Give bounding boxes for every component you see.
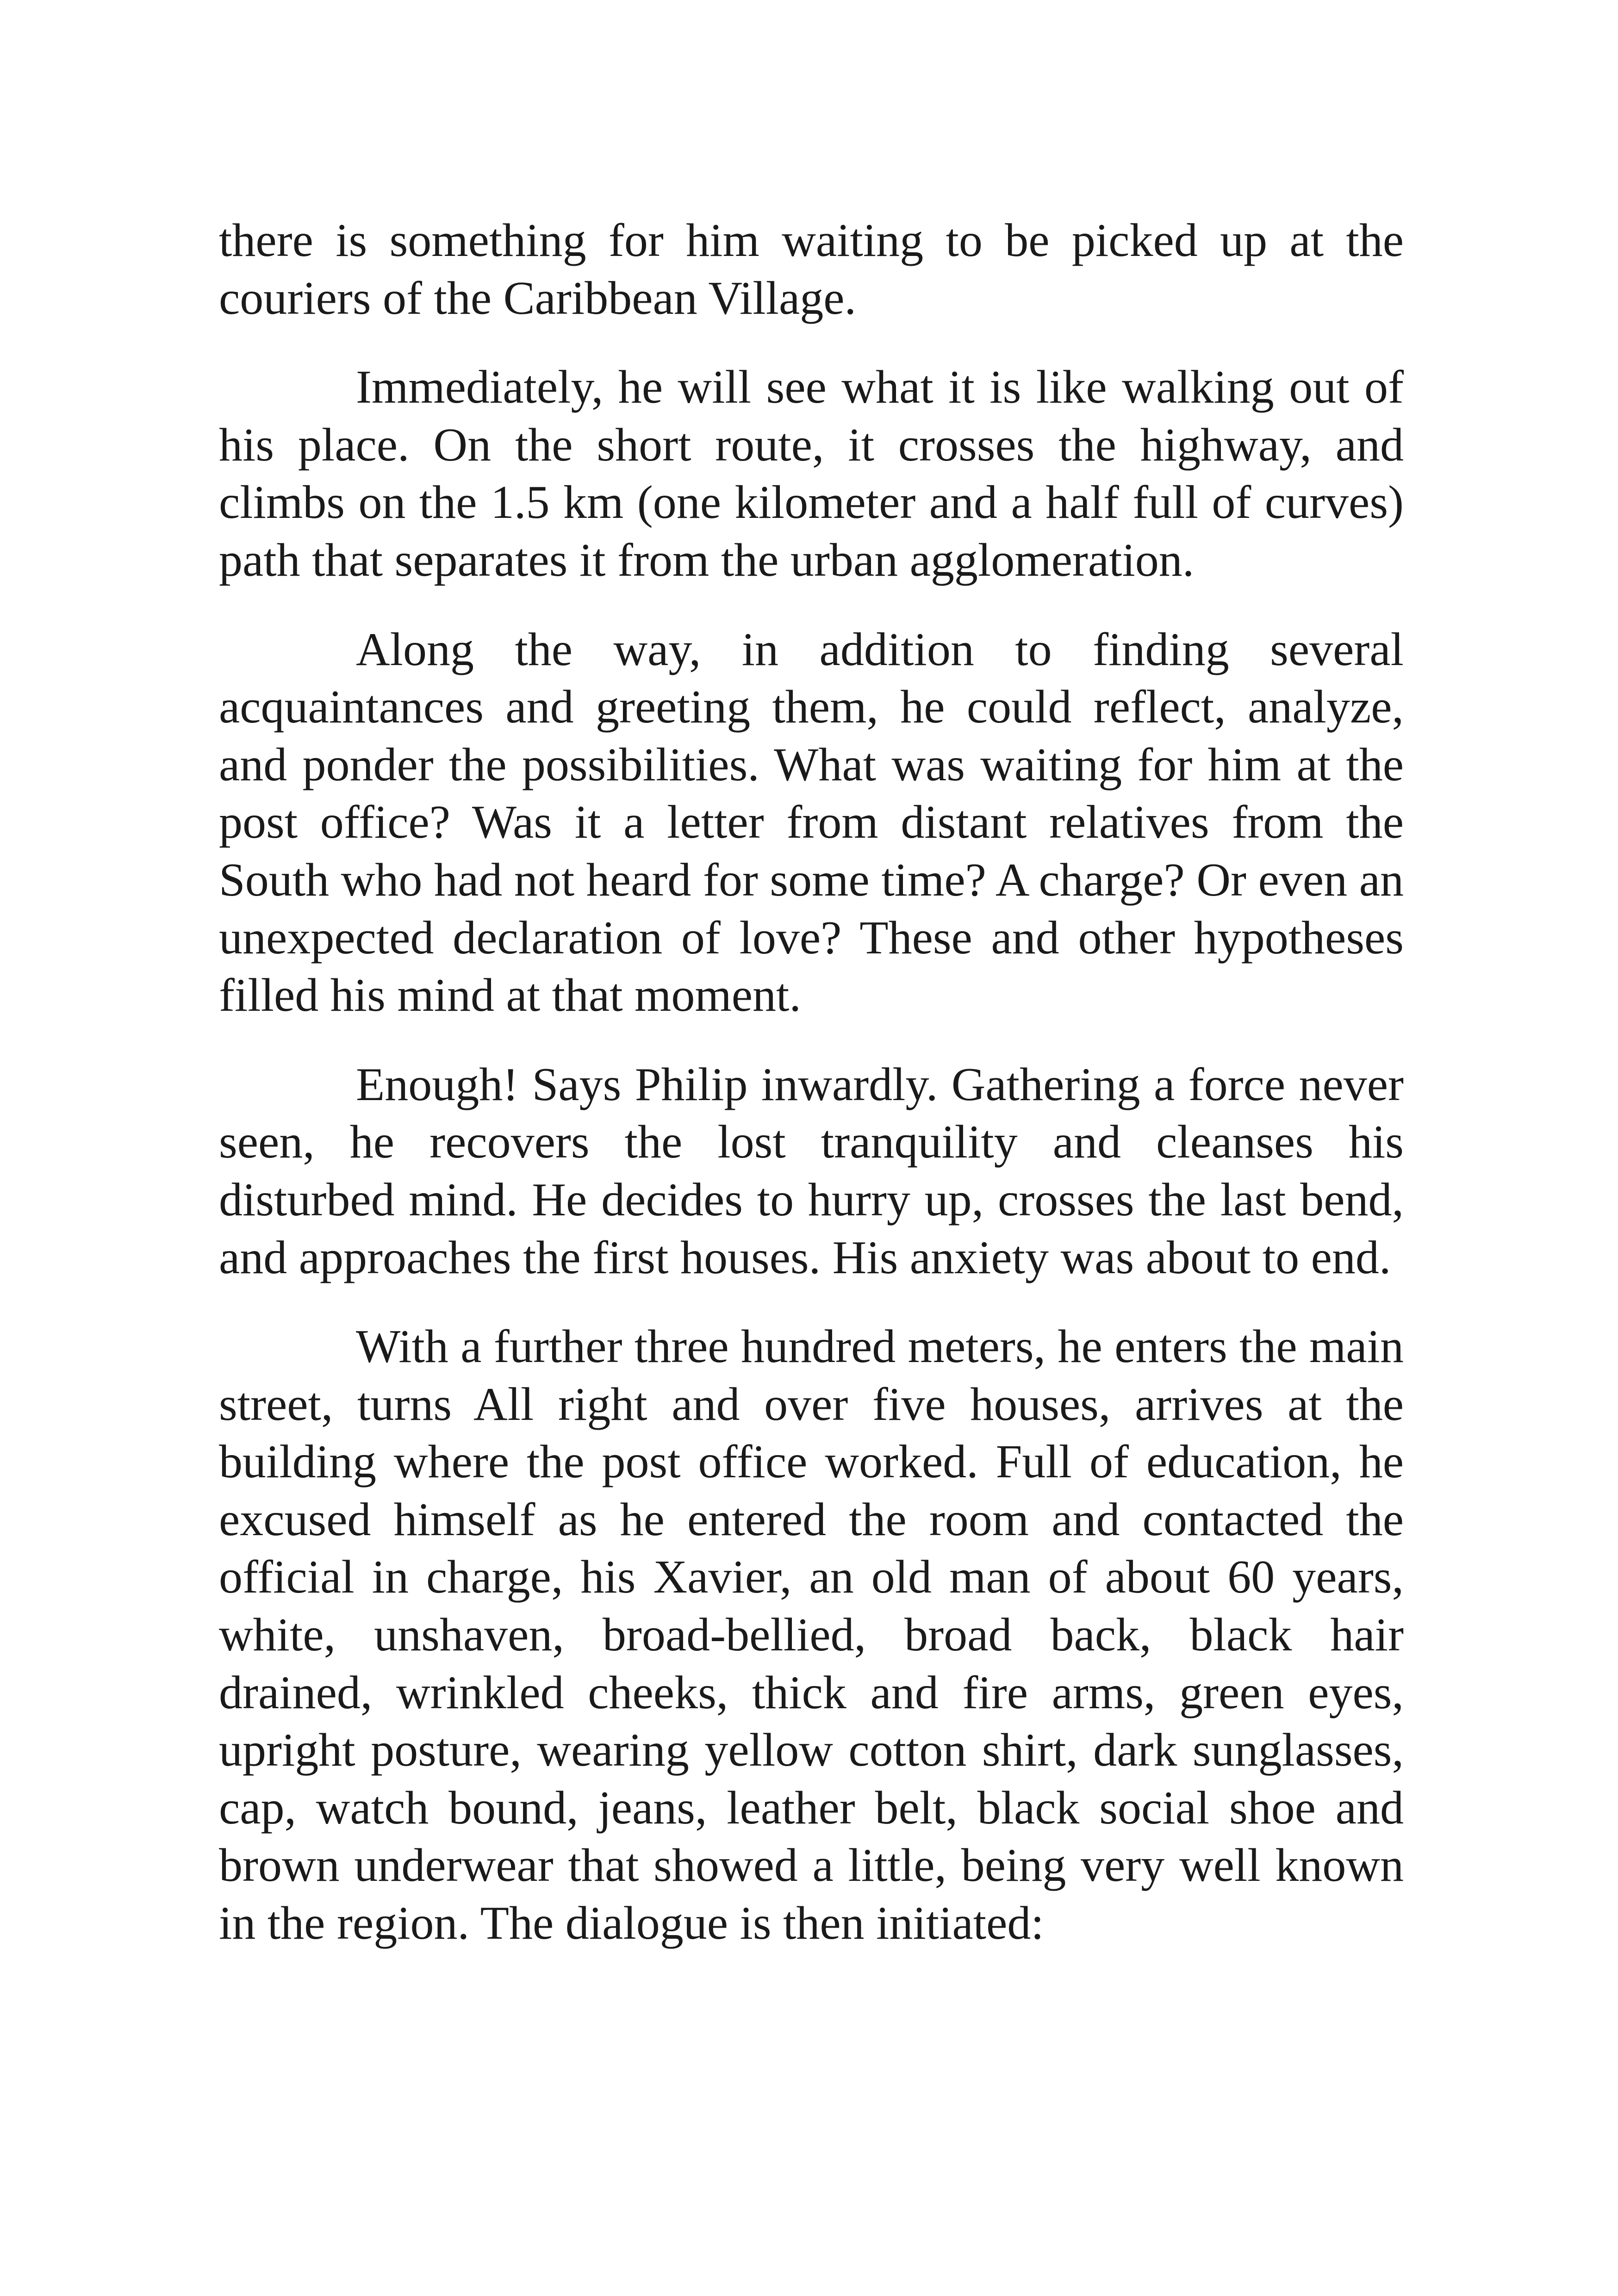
paragraph: With a further three hundred meters, he enters the main street, turns All right and over five houses, arrives at the building where the post office worked. Full of education, he excused himself as he entered the room and contacted the official in charge, his Xavier, an old man of about 60 years, white, unshaven, broad-bellied, broad back, black hair drained, wrinkled cheeks, thick and fire arms, green eyes, upright posture, wearing yellow cotton shirt, dark sunglasses, cap, watch bound, jeans, leather belt, black social shoe and brown underwear that showed a little, being very well known in the region. The dialogue is then initiated: — [219, 1320, 1404, 1950]
paragraph: Along the way, in addition to finding several acquaintances and greeting them, he could reflect, analyze, and ponder the possibilities. What was waiting for him at the post office? Was it a letter from distant relatives from the South who had not heard for some time? A charge? Or even an unexpected declaration of love? These and other hypotheses filled his mind at that moment. — [219, 623, 1404, 1022]
body-text — [219, 212, 1404, 1984]
paragraph: Immediately, he will see what it is like walking out of his place. On the short route, it crosses the highway, and climbs on the 1.5 km (one kilometer and a half full of curves) path that separates it from the urban agglomeration. — [219, 361, 1404, 586]
paragraph: Enough! Says Philip inwardly. Gathering a force never seen, he recovers the lost tranquility and cleanses his disturbed mind. He decides to hurry up, crosses the last bend, and approaches the first houses. His anxiety was about to end. — [219, 1058, 1404, 1284]
paragraph-continuation: there is something for him waiting to be picked up at the couriers of the Caribbean Village. — [219, 214, 1404, 324]
